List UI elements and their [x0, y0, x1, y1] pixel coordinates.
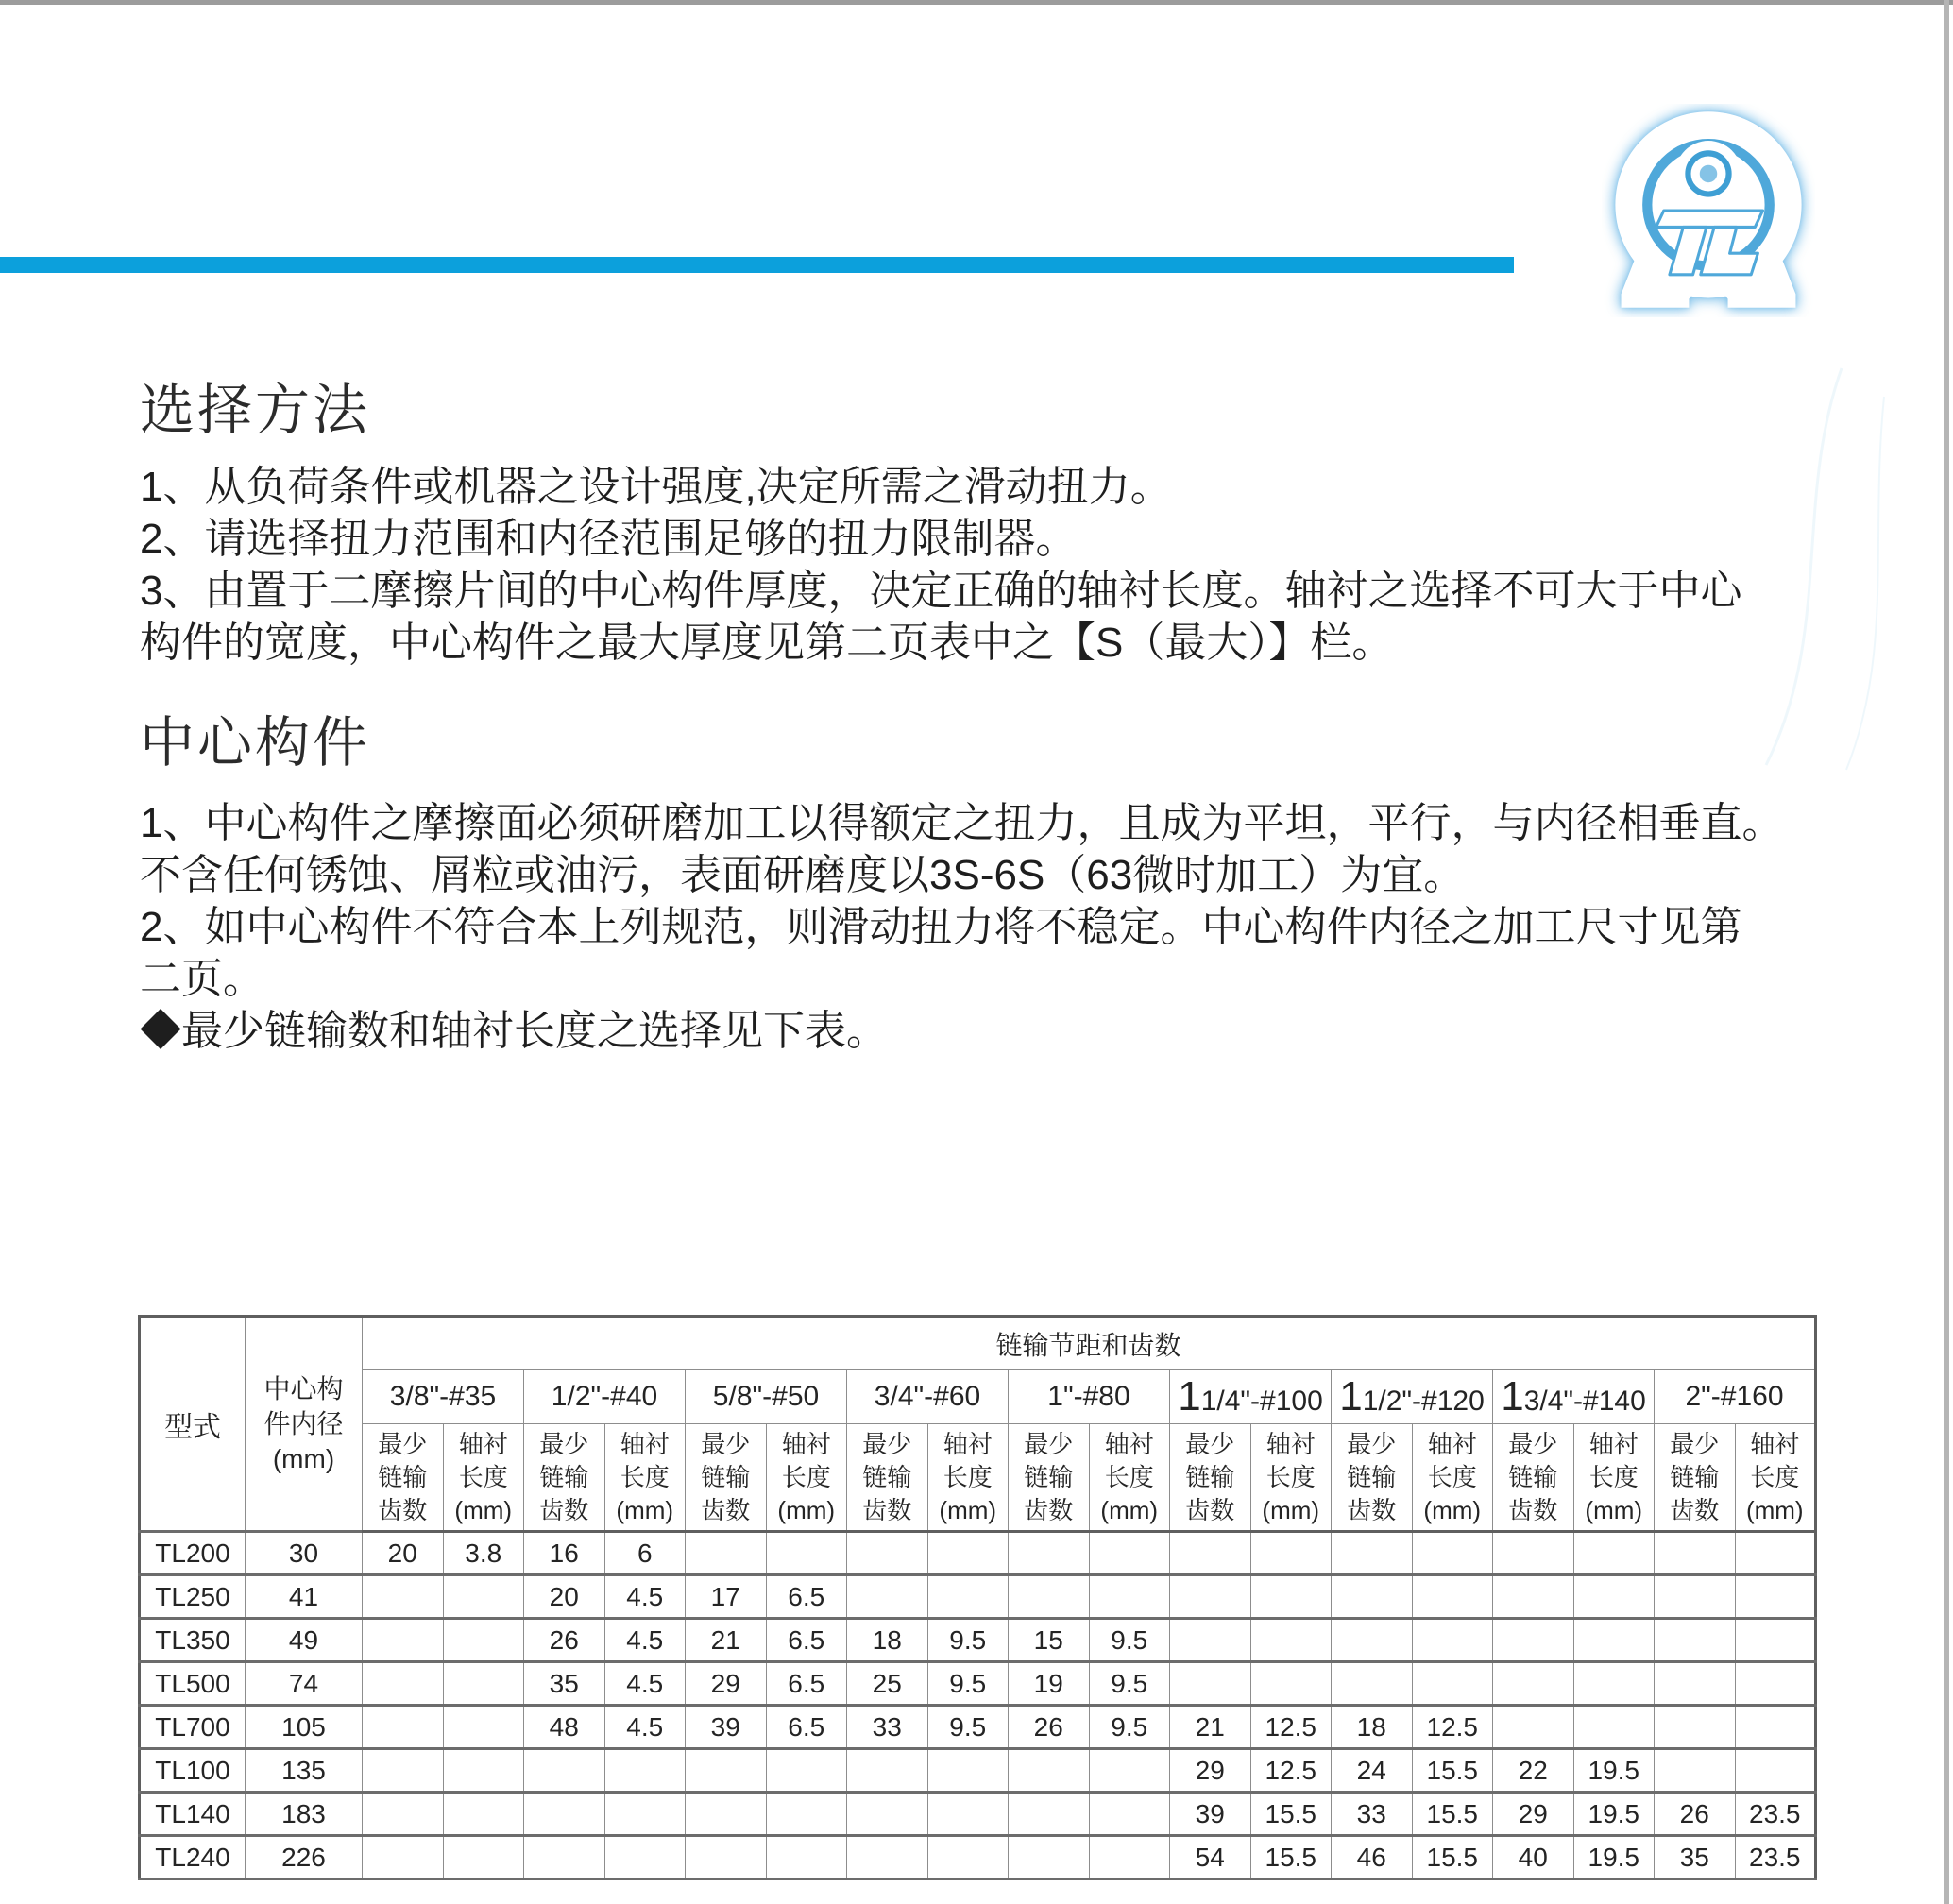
model-cell: TL100: [140, 1749, 246, 1793]
value-cell: [847, 1575, 928, 1619]
value-cell: 12.5: [1250, 1706, 1332, 1749]
value-cell: [604, 1793, 686, 1836]
section-heading-selection-method: 选择方法: [140, 380, 371, 441]
value-cell: 6.5: [766, 1575, 847, 1619]
table-row-tl500: [140, 1662, 1816, 1706]
pitch-group-header-9: 2"-#160: [1655, 1370, 1816, 1424]
value-cell: [1573, 1532, 1655, 1575]
value-cell: [1089, 1793, 1170, 1836]
value-cell: [443, 1575, 524, 1619]
value-cell: 26: [1009, 1706, 1090, 1749]
column-header-model: 型式: [140, 1317, 246, 1532]
value-cell: [1089, 1749, 1170, 1793]
center-member-line-2: 不含任何锈蚀、屑粒或油污，表面研磨度以3S-6S（63微时加工）为宜。: [140, 852, 1466, 898]
pitch-group-header-2: 1/2"-#40: [524, 1370, 686, 1424]
value-cell: [1573, 1575, 1655, 1619]
value-cell: [1089, 1836, 1170, 1879]
value-cell: 9.5: [927, 1619, 1009, 1662]
sub-header-row: [140, 1424, 1816, 1532]
top-edge-strip: [0, 0, 1953, 5]
value-cell: [1735, 1706, 1816, 1749]
value-cell: 19.5: [1573, 1749, 1655, 1793]
selection-method-line-3: 3、由置于二摩擦片间的中心构件厚度，决定正确的轴衬长度。轴衬之选择不可大于中心: [140, 568, 1742, 614]
bore-cell: 226: [246, 1836, 363, 1879]
model-cell: TL240: [140, 1836, 246, 1879]
table-header-row-top: [140, 1317, 1816, 1370]
value-cell: 25: [847, 1662, 928, 1706]
value-cell: [1655, 1575, 1736, 1619]
table-row-tl700: [140, 1706, 1816, 1749]
value-cell: [1170, 1532, 1251, 1575]
selection-method-line-4: 构件的宽度，中心构件之最大厚度见第二页表中之【S（最大）】栏。: [140, 620, 1394, 666]
column-header-chain-pitch-teeth: 链输节距和齿数: [363, 1317, 1816, 1370]
value-cell: [1332, 1662, 1413, 1706]
value-cell: [363, 1836, 444, 1879]
value-cell: [1250, 1575, 1332, 1619]
value-cell: [927, 1836, 1009, 1879]
value-cell: [847, 1749, 928, 1793]
table-row-tl350: [140, 1619, 1816, 1662]
value-cell: 18: [1332, 1706, 1413, 1749]
column-header-bore: [246, 1317, 363, 1532]
table-row-tl250: [140, 1575, 1816, 1619]
value-cell: 19: [1009, 1662, 1090, 1706]
value-cell: [847, 1836, 928, 1879]
section-heading-center-member: 中心构件: [140, 712, 371, 774]
sub-header-min-chain-teeth: 最少 链输 齿数: [1655, 1424, 1736, 1532]
value-cell: [686, 1532, 767, 1575]
value-cell: [363, 1749, 444, 1793]
value-cell: 48: [524, 1706, 605, 1749]
value-cell: 4.5: [604, 1706, 686, 1749]
value-cell: 35: [1655, 1836, 1736, 1879]
sub-header-bushing-length: 轴衬 长度 (mm): [927, 1424, 1009, 1532]
value-cell: 26: [1655, 1793, 1736, 1836]
value-cell: [604, 1749, 686, 1793]
value-cell: [1332, 1619, 1413, 1662]
value-cell: [1573, 1662, 1655, 1706]
sub-header-bushing-length: 轴衬 长度 (mm): [1573, 1424, 1655, 1532]
value-cell: 15: [1009, 1619, 1090, 1662]
sub-header-bushing-length: 轴衬 长度 (mm): [443, 1424, 524, 1532]
value-cell: 17: [686, 1575, 767, 1619]
table-row-tl140: [140, 1793, 1816, 1836]
value-cell: [686, 1793, 767, 1836]
right-edge-strip: [1944, 0, 1949, 1904]
value-cell: 29: [686, 1662, 767, 1706]
value-cell: [524, 1836, 605, 1879]
value-cell: [443, 1749, 524, 1793]
value-cell: [1412, 1575, 1493, 1619]
value-cell: [1493, 1575, 1574, 1619]
sub-header-bushing-length: 轴衬 长度 (mm): [604, 1424, 686, 1532]
column-header-bore-line: (mm): [272, 1444, 335, 1473]
sub-header-min-chain-teeth: 最少 链输 齿数: [524, 1424, 605, 1532]
value-cell: [1250, 1662, 1332, 1706]
sub-header-min-chain-teeth: 最少 链输 齿数: [686, 1424, 767, 1532]
model-cell: TL200: [140, 1532, 246, 1575]
value-cell: [1412, 1662, 1493, 1706]
value-cell: 15.5: [1412, 1793, 1493, 1836]
value-cell: [1493, 1662, 1574, 1706]
value-cell: 20: [524, 1575, 605, 1619]
value-cell: 4.5: [604, 1662, 686, 1706]
model-cell: TL140: [140, 1793, 246, 1836]
bore-cell: 74: [246, 1662, 363, 1706]
value-cell: 26: [524, 1619, 605, 1662]
value-cell: [766, 1532, 847, 1575]
value-cell: [1009, 1836, 1090, 1879]
sub-header-min-chain-teeth: 最少 链输 齿数: [1332, 1424, 1413, 1532]
table-row-tl100: [140, 1749, 1816, 1793]
value-cell: [1170, 1575, 1251, 1619]
column-header-bore-line: 中心构: [263, 1374, 344, 1403]
value-cell: [1412, 1619, 1493, 1662]
value-cell: 3.8: [443, 1532, 524, 1575]
value-cell: [443, 1793, 524, 1836]
value-cell: [1332, 1575, 1413, 1619]
value-cell: [1735, 1532, 1816, 1575]
value-cell: [1735, 1575, 1816, 1619]
value-cell: 6: [604, 1532, 686, 1575]
sub-header-bushing-length: 轴衬 长度 (mm): [1412, 1424, 1493, 1532]
sub-header-min-chain-teeth: 最少 链输 齿数: [1170, 1424, 1251, 1532]
value-cell: 6.5: [766, 1706, 847, 1749]
value-cell: [363, 1793, 444, 1836]
value-cell: 19.5: [1573, 1836, 1655, 1879]
model-cell: TL250: [140, 1575, 246, 1619]
table-row-tl240: [140, 1836, 1816, 1879]
selection-method-paragraph: [140, 461, 1840, 669]
value-cell: [1493, 1706, 1574, 1749]
sub-header-bushing-length: 轴衬 长度 (mm): [1250, 1424, 1332, 1532]
value-cell: 9.5: [1089, 1619, 1170, 1662]
value-cell: 29: [1493, 1793, 1574, 1836]
center-member-line-5: ◆最少链输数和轴衬长度之选择见下表。: [140, 1008, 888, 1054]
value-cell: 33: [847, 1706, 928, 1749]
bore-cell: 49: [246, 1619, 363, 1662]
value-cell: [1170, 1662, 1251, 1706]
value-cell: [1493, 1619, 1574, 1662]
value-cell: [1332, 1532, 1413, 1575]
bore-cell: 30: [246, 1532, 363, 1575]
sub-header-bushing-length: 轴衬 长度 (mm): [1735, 1424, 1816, 1532]
center-member-line-3: 2、如中心构件不符合本上列规范，则滑动扭力将不稳定。中心构件内径之加工尺寸见第: [140, 904, 1742, 950]
bore-cell: 135: [246, 1749, 363, 1793]
value-cell: [1655, 1619, 1736, 1662]
model-cell: TL500: [140, 1662, 246, 1706]
sub-header-min-chain-teeth: 最少 链输 齿数: [363, 1424, 444, 1532]
sub-header-min-chain-teeth: 最少 链输 齿数: [1009, 1424, 1090, 1532]
value-cell: 33: [1332, 1793, 1413, 1836]
value-cell: [363, 1662, 444, 1706]
value-cell: 4.5: [604, 1575, 686, 1619]
value-cell: [766, 1836, 847, 1879]
value-cell: 23.5: [1735, 1793, 1816, 1836]
bore-cell: 105: [246, 1706, 363, 1749]
value-cell: [1250, 1532, 1332, 1575]
value-cell: [363, 1619, 444, 1662]
value-cell: [1573, 1706, 1655, 1749]
value-cell: [443, 1619, 524, 1662]
bore-cell: 41: [246, 1575, 363, 1619]
value-cell: [686, 1836, 767, 1879]
pitch-group-header-4: 3/4"-#60: [847, 1370, 1009, 1424]
value-cell: [927, 1532, 1009, 1575]
value-cell: [766, 1749, 847, 1793]
value-cell: 21: [686, 1619, 767, 1662]
value-cell: 15.5: [1250, 1836, 1332, 1879]
torque-limiter-logo-icon: [1602, 104, 1815, 317]
value-cell: 15.5: [1250, 1793, 1332, 1836]
value-cell: [1655, 1532, 1736, 1575]
value-cell: [927, 1749, 1009, 1793]
value-cell: 16: [524, 1532, 605, 1575]
value-cell: [1573, 1619, 1655, 1662]
value-cell: 15.5: [1412, 1749, 1493, 1793]
value-cell: [1009, 1749, 1090, 1793]
center-member-line-4: 二页。: [140, 956, 264, 1002]
accent-bar: [0, 257, 1514, 273]
value-cell: [1250, 1619, 1332, 1662]
value-cell: 54: [1170, 1836, 1251, 1879]
sub-header-bushing-length: 轴衬 长度 (mm): [766, 1424, 847, 1532]
value-cell: 12.5: [1250, 1749, 1332, 1793]
value-cell: 35: [524, 1662, 605, 1706]
value-cell: 22: [1493, 1749, 1574, 1793]
value-cell: 12.5: [1412, 1706, 1493, 1749]
value-cell: 29: [1170, 1749, 1251, 1793]
selection-method-line-1: 1、从负荷条件或机器之设计强度,决定所需之滑动扭力。: [140, 464, 1172, 510]
value-cell: 9.5: [1089, 1662, 1170, 1706]
value-cell: [604, 1836, 686, 1879]
pitch-group-header-6: 11/4"-#100: [1170, 1370, 1332, 1424]
value-cell: [363, 1706, 444, 1749]
value-cell: [1655, 1662, 1736, 1706]
value-cell: [1089, 1532, 1170, 1575]
bore-cell: 183: [246, 1793, 363, 1836]
column-header-bore-line: 件内径: [263, 1409, 344, 1438]
pitch-group-header-7: 11/2"-#120: [1332, 1370, 1493, 1424]
value-cell: [1735, 1619, 1816, 1662]
value-cell: [686, 1749, 767, 1793]
value-cell: 19.5: [1573, 1793, 1655, 1836]
value-cell: [1655, 1749, 1736, 1793]
value-cell: [1009, 1793, 1090, 1836]
pitch-group-header-3: 5/8"-#50: [686, 1370, 847, 1424]
value-cell: [847, 1532, 928, 1575]
pitch-group-header-5: 1"-#80: [1009, 1370, 1170, 1424]
pitch-group-header-8: 13/4"-#140: [1493, 1370, 1655, 1424]
value-cell: 18: [847, 1619, 928, 1662]
value-cell: [443, 1836, 524, 1879]
value-cell: [1493, 1532, 1574, 1575]
value-cell: 9.5: [1089, 1706, 1170, 1749]
value-cell: [1412, 1532, 1493, 1575]
value-cell: [1655, 1706, 1736, 1749]
center-member-paragraph: [140, 797, 1840, 1057]
value-cell: [1735, 1662, 1816, 1706]
value-cell: [1009, 1532, 1090, 1575]
selection-method-line-2: 2、请选择扭力范围和内径范围足够的扭力限制器。: [140, 516, 1078, 562]
table-row-tl200: [140, 1532, 1816, 1575]
value-cell: [927, 1575, 1009, 1619]
company-logo-tl: [1602, 104, 1815, 317]
value-cell: [524, 1793, 605, 1836]
value-cell: [524, 1749, 605, 1793]
spec-table: [138, 1315, 1817, 1880]
text-content: [140, 380, 1840, 1057]
sub-header-bushing-length: 轴衬 长度 (mm): [1089, 1424, 1170, 1532]
pitch-group-header-1: 3/8"-#35: [363, 1370, 524, 1424]
value-cell: 39: [1170, 1793, 1251, 1836]
value-cell: [927, 1793, 1009, 1836]
value-cell: [1089, 1575, 1170, 1619]
value-cell: 9.5: [927, 1706, 1009, 1749]
value-cell: [363, 1575, 444, 1619]
value-cell: [443, 1706, 524, 1749]
value-cell: 15.5: [1412, 1836, 1493, 1879]
value-cell: 6.5: [766, 1619, 847, 1662]
value-cell: 39: [686, 1706, 767, 1749]
value-cell: 20: [363, 1532, 444, 1575]
value-cell: [443, 1662, 524, 1706]
value-cell: 46: [1332, 1836, 1413, 1879]
sub-header-min-chain-teeth: 最少 链输 齿数: [1493, 1424, 1574, 1532]
model-cell: TL700: [140, 1706, 246, 1749]
value-cell: 9.5: [927, 1662, 1009, 1706]
value-cell: [847, 1793, 928, 1836]
pitch-group-header-row: [140, 1370, 1816, 1424]
value-cell: [1735, 1749, 1816, 1793]
value-cell: [1009, 1575, 1090, 1619]
value-cell: 4.5: [604, 1619, 686, 1662]
value-cell: [766, 1793, 847, 1836]
value-cell: 23.5: [1735, 1836, 1816, 1879]
value-cell: [1170, 1619, 1251, 1662]
center-member-line-1: 1、中心构件之摩擦面必须研磨加工以得额定之扭力，且成为平坦，平行，与内径相垂直。: [140, 800, 1784, 846]
value-cell: 24: [1332, 1749, 1413, 1793]
value-cell: 40: [1493, 1836, 1574, 1879]
sub-header-min-chain-teeth: 最少 链输 齿数: [847, 1424, 928, 1532]
model-cell: TL350: [140, 1619, 246, 1662]
value-cell: 21: [1170, 1706, 1251, 1749]
value-cell: 6.5: [766, 1662, 847, 1706]
